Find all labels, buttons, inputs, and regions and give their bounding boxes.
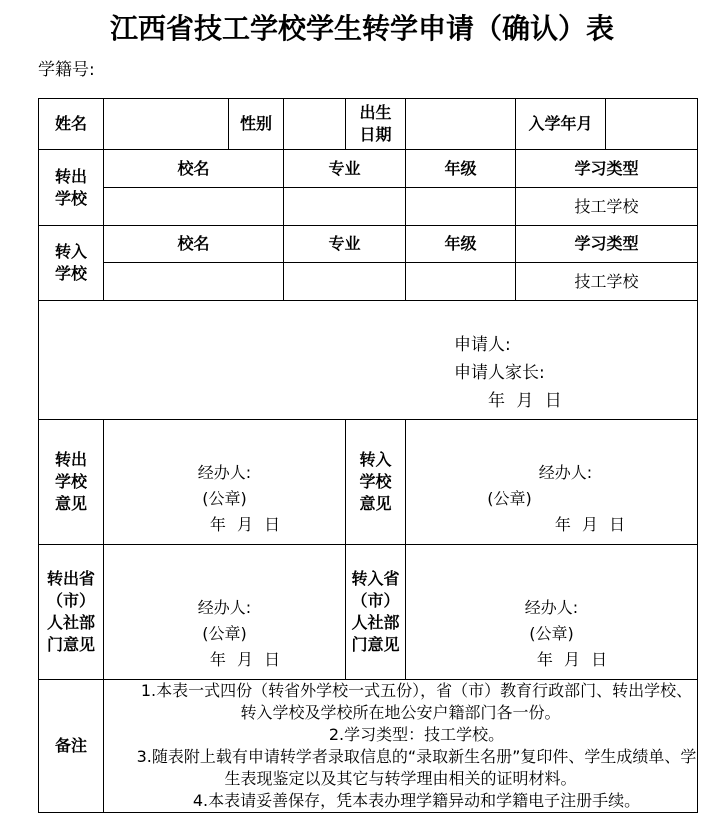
header-out-grade: 年级 — [406, 150, 516, 188]
field-in-major[interactable] — [284, 263, 406, 301]
applicant-signature-cell[interactable] — [39, 301, 698, 420]
label-transfer-out-school — [39, 150, 104, 226]
header-out-study-type: 学习类型 — [516, 150, 698, 188]
label-in-province-line2: （市） — [351, 591, 400, 610]
label-in-school-opinion-line3: 意见 — [359, 494, 392, 513]
out-province-handler-label: 经办人: — [197, 598, 252, 617]
table-row-remarks — [39, 680, 698, 813]
label-in-school-opinion-line1: 转入 — [359, 450, 392, 469]
label-transfer-out-school-line1: 转出 — [54, 166, 87, 186]
label-in-province-line3: 人社部 — [351, 613, 400, 632]
label-transfer-in-school-line2: 学校 — [54, 264, 87, 283]
transfer-out-school-opinion-cell[interactable] — [104, 420, 346, 545]
in-province-opinion-block — [406, 551, 697, 673]
applicant-parent-label: 申请人家长: — [454, 363, 545, 383]
label-out-province-line2: （市） — [46, 591, 95, 610]
header-in-study-type: 学习类型 — [516, 226, 698, 263]
header-in-grade: 年级 — [406, 226, 516, 263]
table-row-school-opinions — [39, 420, 698, 545]
header-out-major: 专业 — [284, 150, 406, 188]
transfer-in-province-opinion-cell[interactable] — [406, 545, 698, 680]
transfer-out-province-opinion-cell[interactable] — [104, 545, 346, 680]
in-school-opinion-block — [406, 426, 697, 538]
applicant-date-label: 年 月 日 — [488, 391, 565, 411]
label-name: 姓名 — [39, 99, 104, 150]
label-in-province-line1: 转入省 — [351, 569, 400, 588]
field-in-study-type[interactable]: 技工学校 — [516, 263, 698, 301]
label-out-school-opinion-line1: 转出 — [54, 450, 87, 469]
field-birth-date-value[interactable] — [406, 99, 516, 150]
table-row-province-opinions — [39, 545, 698, 680]
label-enroll-date: 入学年月 — [516, 99, 606, 150]
label-in-province-line4: 门意见 — [351, 635, 400, 654]
in-province-date-label: 年 月 日 — [536, 650, 611, 669]
label-transfer-in-school — [39, 226, 104, 301]
header-out-school-name: 校名 — [104, 150, 284, 188]
label-transfer-out-school-opinion — [39, 420, 104, 545]
table-row-transfer-out-values — [39, 188, 698, 226]
label-in-school-opinion-line2: 学校 — [359, 472, 392, 491]
remark-item-4: 4.本表请妥善保存，凭本表办理学籍异动和学籍电子注册手续。 — [192, 791, 641, 810]
table-row-applicant-signature — [39, 301, 698, 420]
label-birth-date — [346, 99, 406, 150]
field-gender-value[interactable] — [284, 99, 346, 150]
field-name-value[interactable] — [104, 99, 229, 150]
table-row-transfer-out-headers — [39, 150, 698, 188]
label-transfer-out-school-line2: 学校 — [54, 188, 87, 208]
transfer-in-school-opinion-cell[interactable] — [406, 420, 698, 545]
field-out-school-name[interactable] — [104, 188, 284, 226]
out-school-date-label: 年 月 日 — [209, 515, 284, 534]
field-enroll-date-value[interactable] — [606, 99, 698, 150]
label-transfer-in-school-line1: 转入 — [54, 242, 87, 261]
in-school-seal-label: (公章) — [487, 489, 532, 508]
out-province-seal-label: (公章) — [202, 624, 247, 643]
out-province-date-label: 年 月 日 — [209, 650, 284, 669]
label-transfer-out-province-opinion — [39, 545, 104, 680]
in-province-seal-label: (公章) — [529, 624, 574, 643]
header-in-major: 专业 — [284, 226, 406, 263]
table-row-transfer-in-headers — [39, 226, 698, 263]
label-out-school-opinion-line3: 意见 — [54, 494, 87, 513]
in-province-handler-label: 经办人: — [524, 598, 579, 617]
in-school-date-label: 年 月 日 — [554, 515, 629, 534]
label-remarks: 备注 — [39, 680, 104, 813]
label-transfer-in-school-opinion — [346, 420, 406, 545]
field-out-grade[interactable] — [406, 188, 516, 226]
label-birth-date-line2: 日期 — [359, 125, 392, 144]
label-out-school-opinion-line2: 学校 — [54, 472, 87, 491]
label-transfer-in-province-opinion — [346, 545, 406, 680]
in-school-handler-label: 经办人: — [538, 463, 593, 482]
transfer-application-table — [38, 98, 698, 813]
student-id-label: 学籍号: — [38, 60, 95, 80]
label-out-province-line4: 门意见 — [46, 635, 95, 654]
label-birth-date-line1: 出生 — [359, 103, 392, 122]
field-out-major[interactable] — [284, 188, 406, 226]
remark-item-2: 2.学习类型：技工学校。 — [328, 725, 505, 744]
field-in-school-name[interactable] — [104, 263, 284, 301]
table-row-transfer-in-values — [39, 263, 698, 301]
label-gender: 性别 — [229, 99, 284, 150]
label-out-province-line3: 人社部 — [46, 613, 95, 632]
out-province-opinion-block — [104, 551, 345, 673]
applicant-signature-block — [454, 331, 565, 415]
remark-item-1: 1.本表一式四份（转省外学校一式五份），省（市）教育行政部门、转出学校、转入学校及学校所在地公安户籍部门各一份。 — [140, 681, 693, 722]
remarks-content-cell — [104, 680, 698, 813]
out-school-opinion-block — [104, 426, 345, 538]
remark-item-3: 3.随表附上载有申请转学者录取信息的“录取新生名册”复印件、学生成绩单、学生表现鉴定以及其它与转学理由相关的证明材料。 — [136, 747, 697, 788]
applicant-label: 申请人: — [454, 335, 511, 355]
field-out-study-type[interactable]: 技工学校 — [516, 188, 698, 226]
out-school-seal-label: (公章) — [202, 489, 247, 508]
out-school-handler-label: 经办人: — [197, 463, 252, 482]
header-in-school-name: 校名 — [104, 226, 284, 263]
label-out-province-line1: 转出省 — [46, 569, 95, 588]
page-title: 江西省技工学校学生转学申请（确认）表 — [109, 12, 614, 45]
table-row-basic-info — [39, 99, 698, 150]
field-in-grade[interactable] — [406, 263, 516, 301]
